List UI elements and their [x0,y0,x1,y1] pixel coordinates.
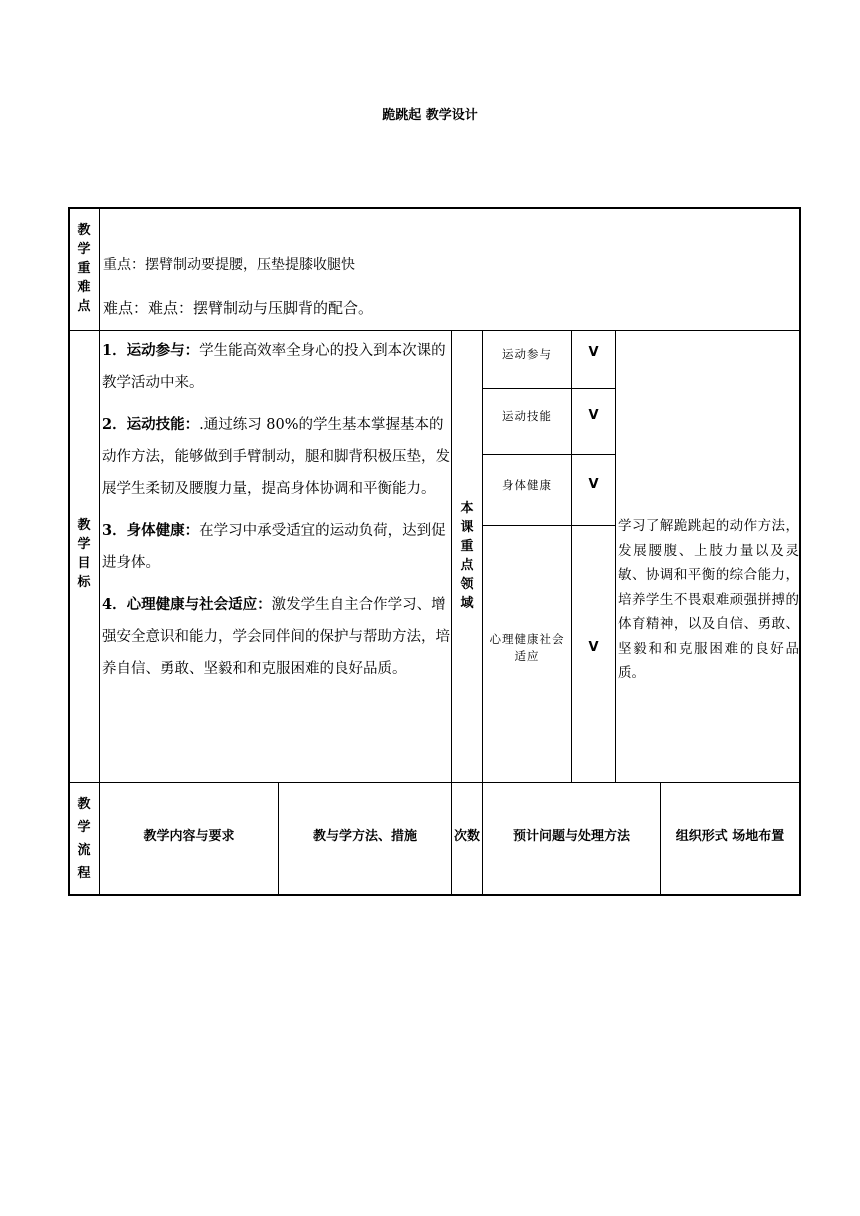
domain-check-mark: V [588,408,599,423]
objective-item: 1．运动参与：学生能高效率全身心的投入到本次课的教学活动中来。 [102,342,446,391]
process-row-label: 教学流程 [77,797,91,881]
process-column-count: 次数 [453,829,480,844]
domain-name: 身体健康 [502,478,552,492]
domain-check-mark: V [588,345,599,360]
objectives-list [102,335,450,685]
process-column-organization: 组织形式 场地布置 [675,829,785,844]
domain-name: 运动参与 [502,347,552,361]
focus-point-text: 重点：摆臂制动要提腰，压垫提膝收腿快 [103,257,355,273]
process-column-content: 教学内容与要求 [143,829,235,844]
objectives-summary: 学习了解跪跳起的动作方法，发展腰腹、上肢力量以及灵敏、协调和平衡的综合能力，培养学生不畏艰难顽强拼搏的体育精神，以及自信、勇敢、坚毅和和克服困难的良好品质。 [618,518,799,681]
objective-item: 3．身体健康：在学习中承受适宜的运动负荷，达到促进身体。 [102,522,446,571]
domain-name: 运动技能 [502,409,552,423]
difficulty-point-text: 难点：难点：摆臂制动与压脚背的配合。 [103,299,374,317]
objective-item: 4．心理健康与社会适应：激发学生自主合作学习、增强安全意识和能力，学会同伴间的保护与帮助方法，培养自信、勇敢、坚毅和和克服困难的良好品质。 [102,596,450,677]
focus-domain-label: 本课重点领域 [460,501,474,611]
process-column-problems: 预计问题与处理方法 [512,829,630,844]
domain-check-mark: V [588,477,599,492]
domain-check-mark: V [588,640,599,655]
process-column-methods: 教与学方法、措施 [312,829,417,844]
domain-name: 心理健康社会适应 [489,632,565,663]
objective-item: 2．运动技能：.通过练习 80%的学生基本掌握基本的动作方法，能够做到手臂制动，腿和脚背积极压垫，发展学生柔韧及腰腹力量，提高身体协调和平衡能力。 [102,416,450,497]
objectives-row-label: 教学目标 [77,518,91,590]
document-title: 跪跳起 教学设计 [382,108,478,123]
key-points-row-label: 教学重难点 [77,223,91,314]
